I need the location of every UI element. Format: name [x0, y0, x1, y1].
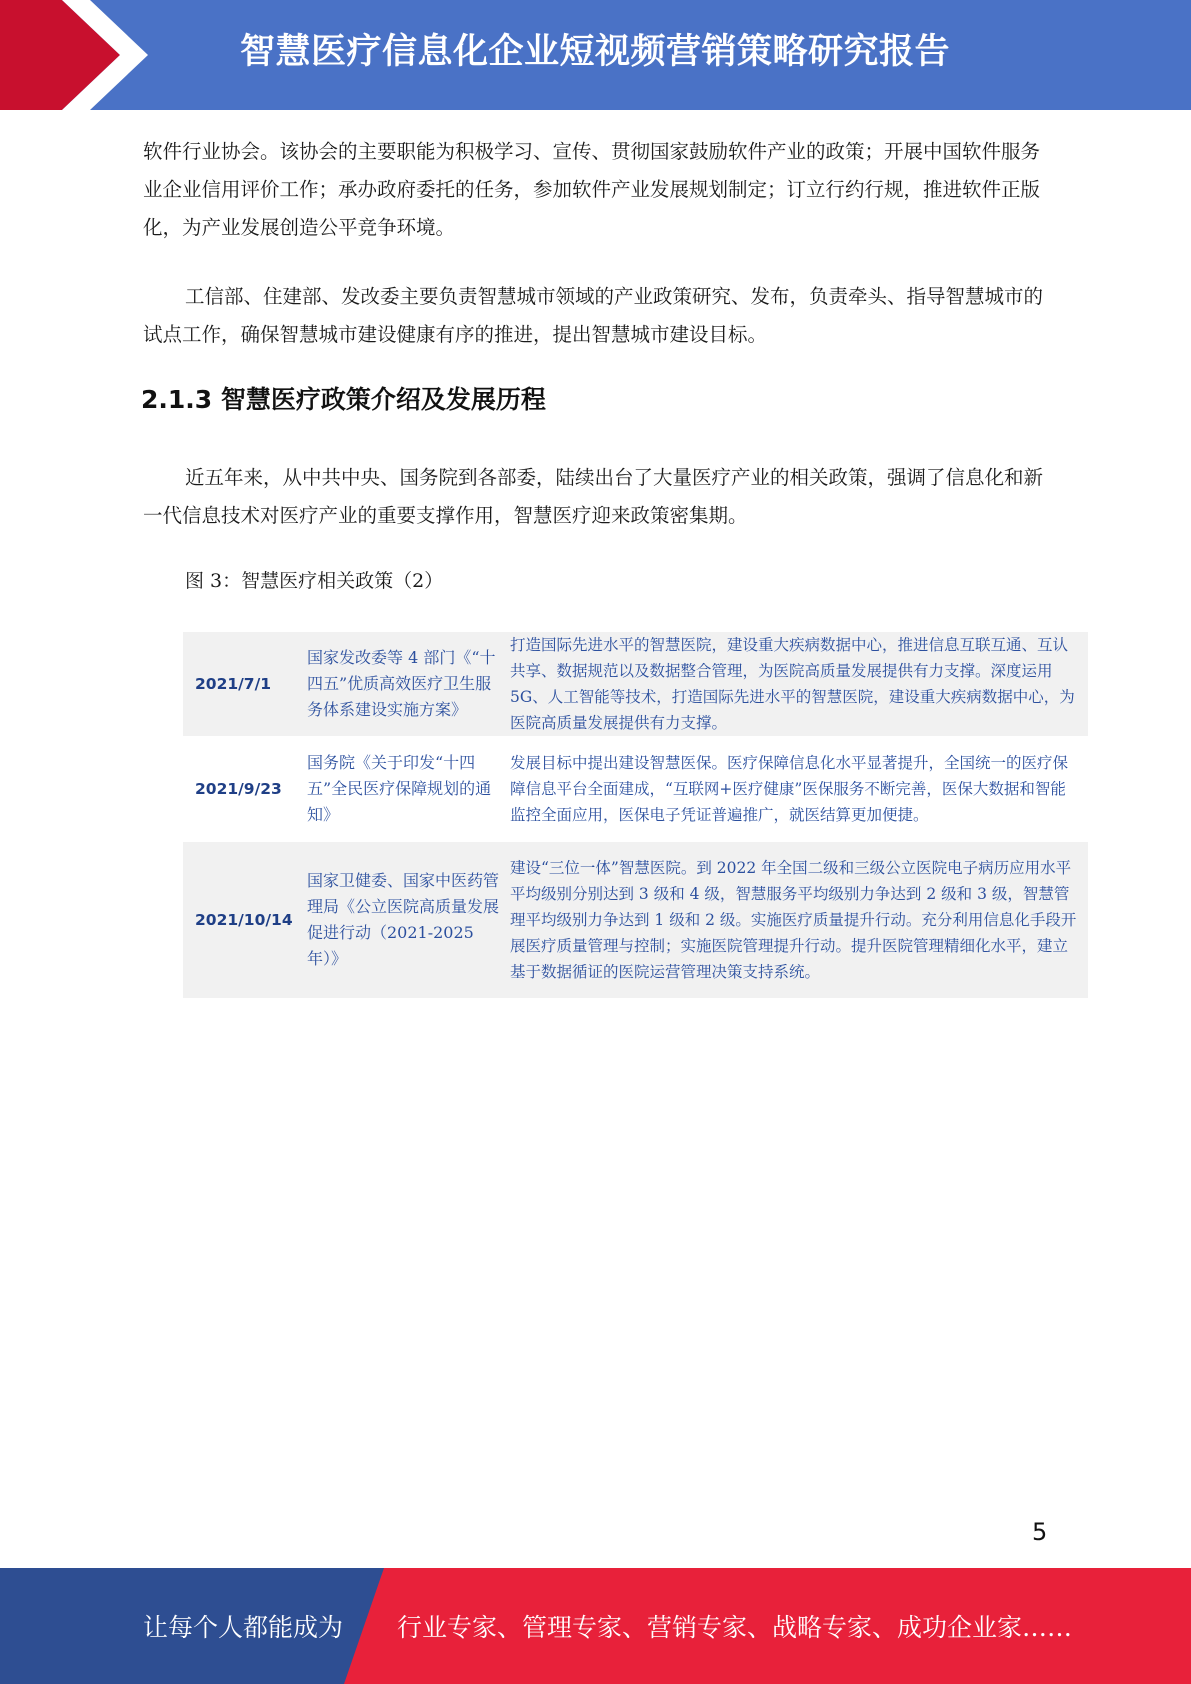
- body-paragraph-1: 软件行业协会。该协会的主要职能为积极学习、宣传、贯彻国家鼓励软件产业的政策；开展中国软件服务业企业信用评价工作；承办政府委托的任务，参加软件产业发展规划制定；订立行约行规，推进软件正版化，为产业发展创造公平竞争环境。: [143, 140, 1041, 239]
- footer-slogan-left: 让每个人都能成为: [143, 1613, 344, 1642]
- policy-issuer: 国家发改委等 4 部门《“十四五”优质高效医疗卫生服务体系建设实施方案》: [307, 648, 496, 719]
- report-title: 智慧医疗信息化企业短视频营销策略研究报告: [240, 32, 951, 72]
- body-paragraph-3: 近五年来，从中共中央、国务院到各部委，陆续出台了大量医疗产业的相关政策，强调了信息化和新一代信息技术对医疗产业的重要支撑作用，智慧医疗迎来政策密集期。: [143, 466, 1044, 527]
- policy-content: 建设“三位一体”智慧医院。到 2022 年全国二级和三级公立医院电子病历应用水平平均级别分别达到 3 级和 4 级，智慧服务平均级别力争达到 2 级和 3 级，智慧管理平均级别力争达到 1 级和 2 级。实施医疗质量提升行动。充分利用信息化手段开展医疗质量管理与控制；实施医院管理提升行动。提升医院管理精细化水平，建立基于数据循证的医院运营管理决策支持系统。: [510, 859, 1077, 981]
- table-row: [183, 736, 1088, 842]
- policy-issuer: 国家卫健委、国家中医药管理局《公立医院高质量发展促进行动（2021-2025 年）》: [307, 871, 500, 968]
- policy-issuer: 国务院《关于印发“十四五”全民医疗保障规划的通知》: [307, 753, 492, 824]
- body-paragraph-2: 工信部、住建部、发改委主要负责智慧城市领域的产业政策研究、发布，负责牵头、指导智慧城市的试点工作，确保智慧城市建设健康有序的推进，提出智慧城市建设目标。: [143, 285, 1044, 346]
- figure-caption: 图 3：智慧医疗相关政策（2）: [185, 570, 444, 592]
- policy-content: 发展目标中提出建设智慧医保。医疗保障信息化水平显著提升，全国统一的医疗保障信息平台全面建成，“互联网+医疗健康”医保服务不断完善，医保大数据和智能监控全面应用，医保电子凭证普遍推广，就医结算更加便捷。: [510, 754, 1069, 824]
- table-row: [183, 632, 1088, 736]
- page-number: 5: [1032, 1518, 1048, 1546]
- header-banner: [0, 0, 1191, 110]
- header-arrow-decoration: [0, 0, 160, 110]
- policy-date: 2021/9/23: [195, 780, 282, 798]
- policy-table: [183, 632, 1088, 998]
- footer-slogan-right: 行业专家、管理专家、营销专家、战略专家、成功企业家……: [397, 1613, 1073, 1642]
- table-row: [183, 842, 1088, 998]
- policy-date: 2021/10/14: [195, 911, 293, 929]
- footer-banner: [0, 1568, 1191, 1684]
- policy-date: 2021/7/1: [195, 675, 272, 693]
- section-heading: 2.1.3 智慧医疗政策介绍及发展历程: [141, 385, 546, 414]
- policy-content: 打造国际先进水平的智慧医院，建设重大疾病数据中心，推进信息互联互通、互认共享、数据规范以及数据整合管理，为医院高质量发展提供有力支撑。深度运用 5G、人工智能等技术，打造国际先进水平的智慧医院，建设重大疾病数据中心，为医院高质量发展提供有力支撑。: [510, 636, 1075, 732]
